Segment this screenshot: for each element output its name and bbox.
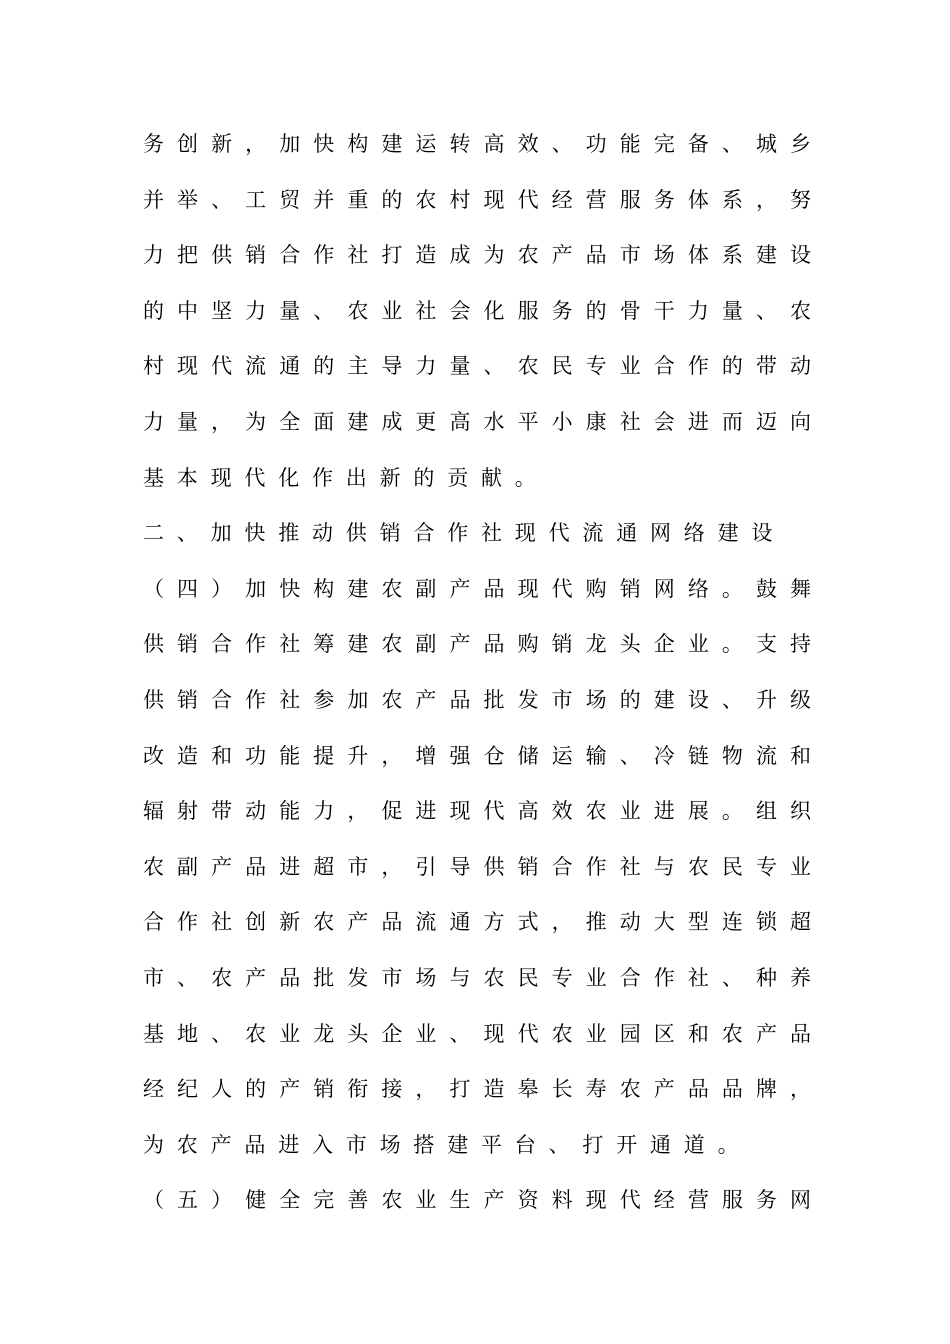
body-text <box>143 124 811 1236</box>
text-line: 务创新，加快构建运转高效、功能完备、城乡 <box>143 132 811 156</box>
text-line: 辐射带动能力，促进现代高效农业进展。组织 <box>143 799 811 824</box>
text-line: 经纪人的产销衔接，打造皋长寿农产品品牌， <box>143 1077 811 1102</box>
text-line: 合作社创新农产品流通方式，推动大型连锁超 <box>143 910 811 935</box>
text-line: 改造和功能提升，增强仓储运输、冷链物流和 <box>143 743 811 768</box>
text-line: （五）健全完善农业生产资料现代经营服务网 <box>143 1188 811 1213</box>
text-line: 力量，为全面建成更高水平小康社会进而迈向 <box>143 409 811 434</box>
paragraph-end-line: 为农产品进入市场搭建平台、打开通道。 <box>143 1132 752 1157</box>
text-line: 农副产品进超市，引导供销合作社与农民专业 <box>143 854 811 879</box>
text-line: 力把供销合作社打造成为农产品市场体系建设 <box>143 243 811 268</box>
text-line: 并举、工贸并重的农村现代经营服务体系，努 <box>143 187 811 212</box>
text-line: 的中坚力量、农业社会化服务的骨干力量、农 <box>143 298 811 323</box>
text-line: （四）加快构建农副产品现代购销网络。鼓舞 <box>143 576 811 601</box>
text-line: 村现代流通的主导力量、农民专业合作的带动 <box>143 354 811 379</box>
text-line: 市、农产品批发市场与农民专业合作社、种养 <box>143 965 811 990</box>
paragraph-end-line: 基本现代化作出新的贡献。 <box>143 465 549 490</box>
text-line: 基地、农业龙头企业、现代农业园区和农产品 <box>143 1021 811 1046</box>
text-line: 供销合作社参加农产品批发市场的建设、升级 <box>143 687 811 712</box>
text-line: 供销合作社筹建农副产品购销龙头企业。支持 <box>143 632 811 657</box>
section-heading: 二、加快推动供销合作社现代流通网络建设 <box>143 521 786 546</box>
